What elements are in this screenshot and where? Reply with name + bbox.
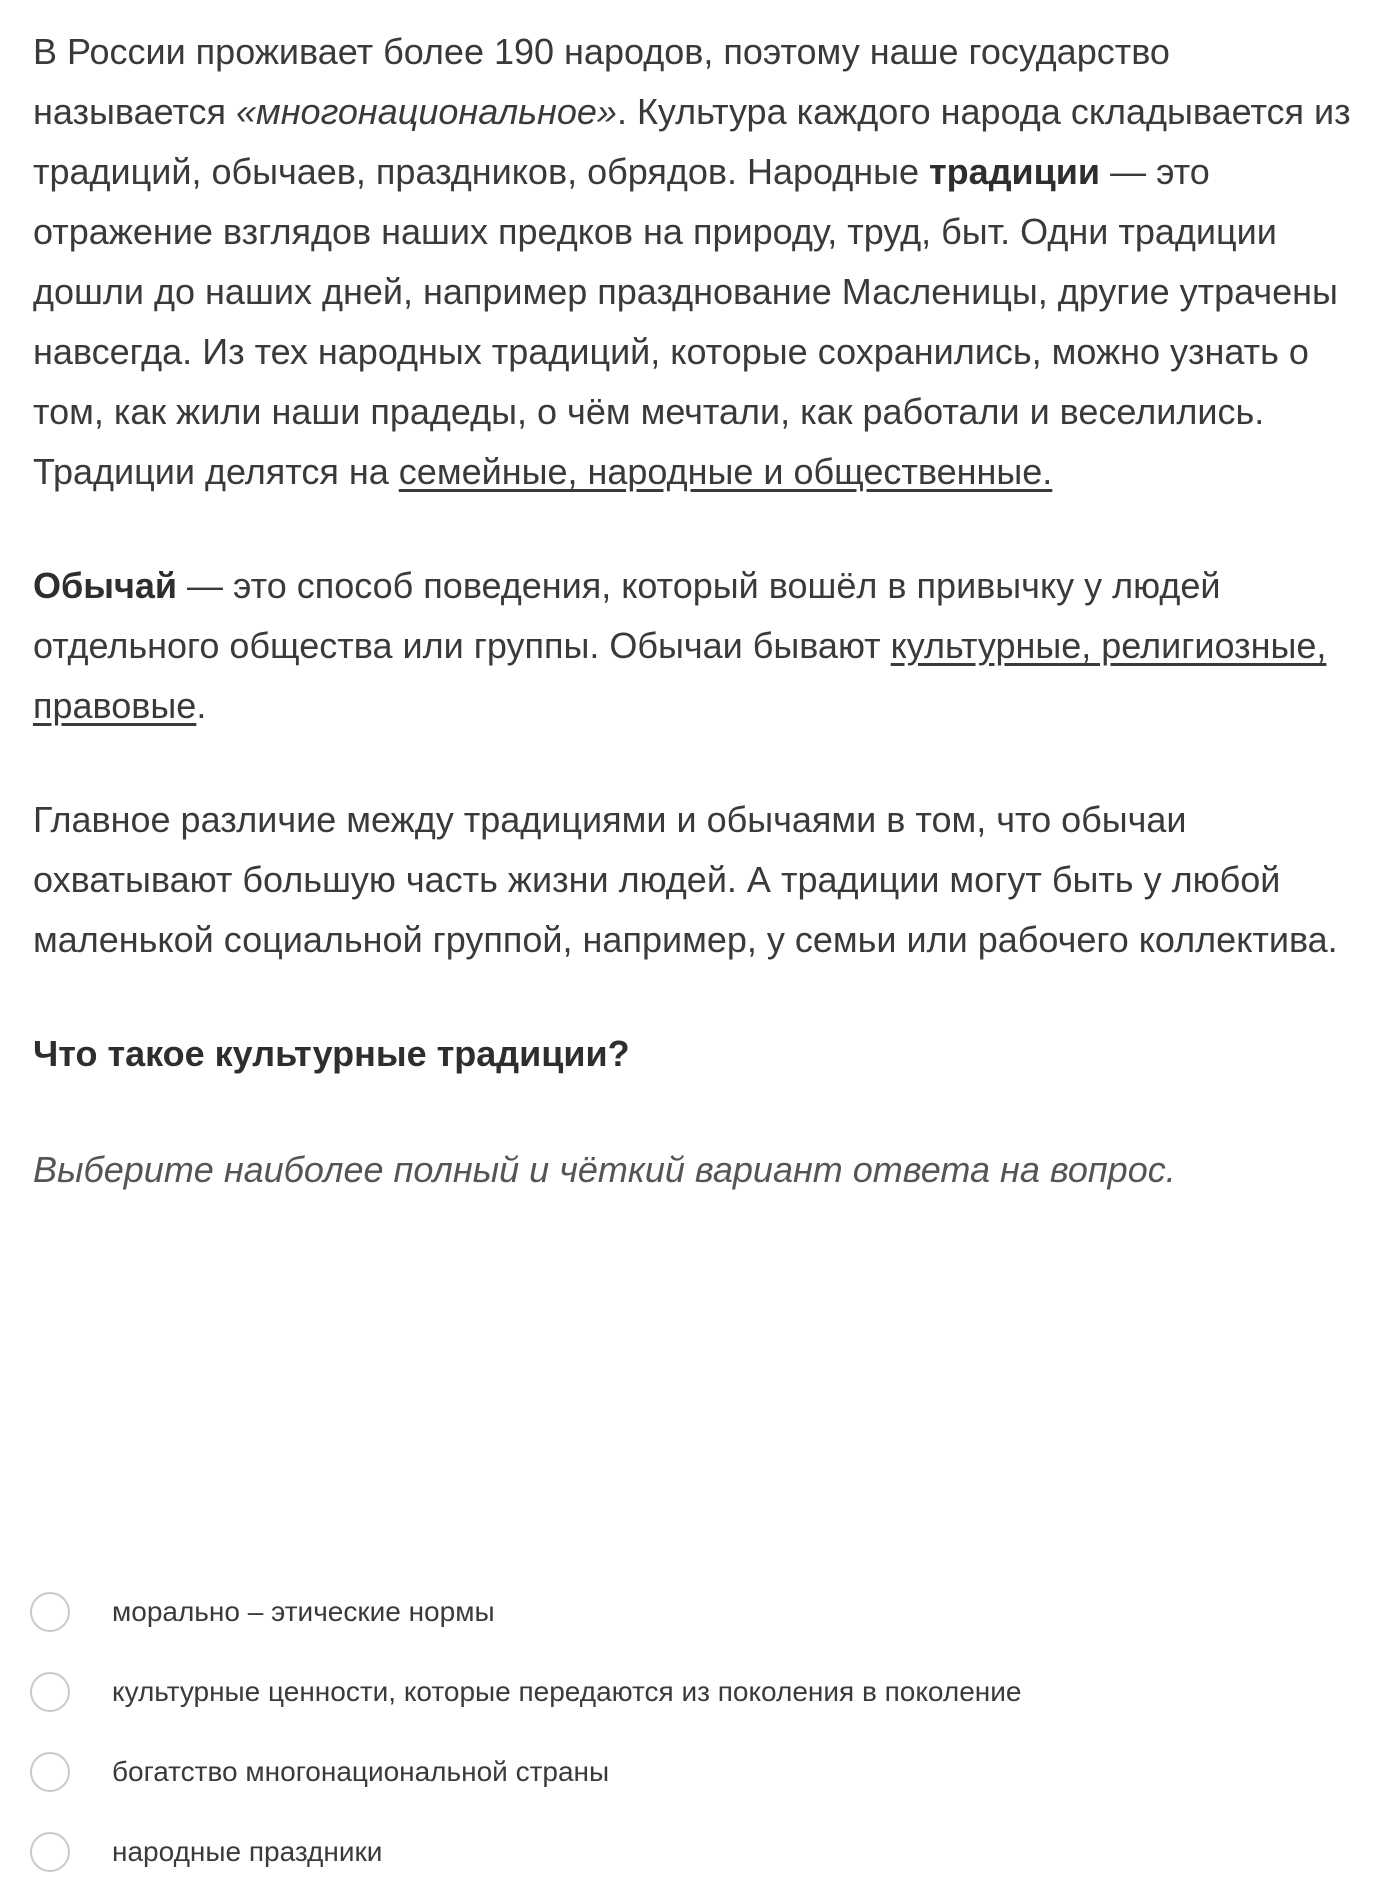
intro-italic-term: «многонациональное»: [236, 91, 617, 132]
intro-paragraph: [33, 22, 1353, 502]
radio-button[interactable]: [30, 1592, 70, 1632]
custom-paragraph: [33, 556, 1353, 736]
answer-option-label: богатство многонациональной страны: [112, 1756, 610, 1787]
difference-paragraph: Главное различие между традициями и обычаями в том, что обычаи охватывают большую часть жизни людей. А традиции могут быть у любой маленькой социальной группой, например, у семьи или рабочего коллектива.: [33, 799, 1338, 960]
radio-button[interactable]: [30, 1832, 70, 1872]
custom-types: культурные, религиозные, правовые: [33, 625, 1327, 726]
answer-option-label: морально – этические нормы: [112, 1596, 495, 1627]
intro-text-3: — это отражение взглядов наших предков на природу, труд, быт. Одни традиции дошли до наших дней, например празднование Масленицы, другие утрачены навсегда. Из тех народных традиций, которые сохранились, можно узнать о том, как жили наши прадеды, о чём мечтали, как работали и веселились. Традиции делятся на: [33, 151, 1338, 492]
intro-text-1: В России проживает более 190 народов, поэтому наше государство называется: [33, 31, 1170, 132]
question-hint: Выберите наиболее полный и чёткий вариант ответа на вопрос.: [33, 1149, 1176, 1190]
intro-text-2: . Культура каждого народа складывается из традиций, обычаев, праздников, обрядов. Народные: [33, 91, 1351, 192]
answer-options: [30, 1572, 1330, 1892]
answer-option-label: культурные ценности, которые передаются из поколения в поколение: [112, 1676, 1022, 1707]
radio-button[interactable]: [30, 1672, 70, 1712]
traditions-types: семейные, народные и общественные.: [398, 451, 1053, 492]
answer-option[interactable]: [30, 1732, 1330, 1812]
question-title: Что такое культурные традиции?: [33, 1033, 630, 1074]
traditions-term: традиции: [929, 151, 1101, 192]
answer-option[interactable]: [30, 1812, 1330, 1892]
answer-option-label: народные праздники: [112, 1836, 383, 1867]
custom-text-2: .: [196, 685, 207, 726]
answer-option[interactable]: [30, 1652, 1330, 1732]
radio-button[interactable]: [30, 1752, 70, 1792]
custom-term: Обычай: [33, 565, 178, 606]
custom-text-1: — это способ поведения, который вошёл в привычку у людей отдельного общества или группы. Обычаи бывают: [33, 565, 1221, 666]
answer-option[interactable]: [30, 1572, 1330, 1652]
lesson-content: [33, 22, 1353, 1200]
